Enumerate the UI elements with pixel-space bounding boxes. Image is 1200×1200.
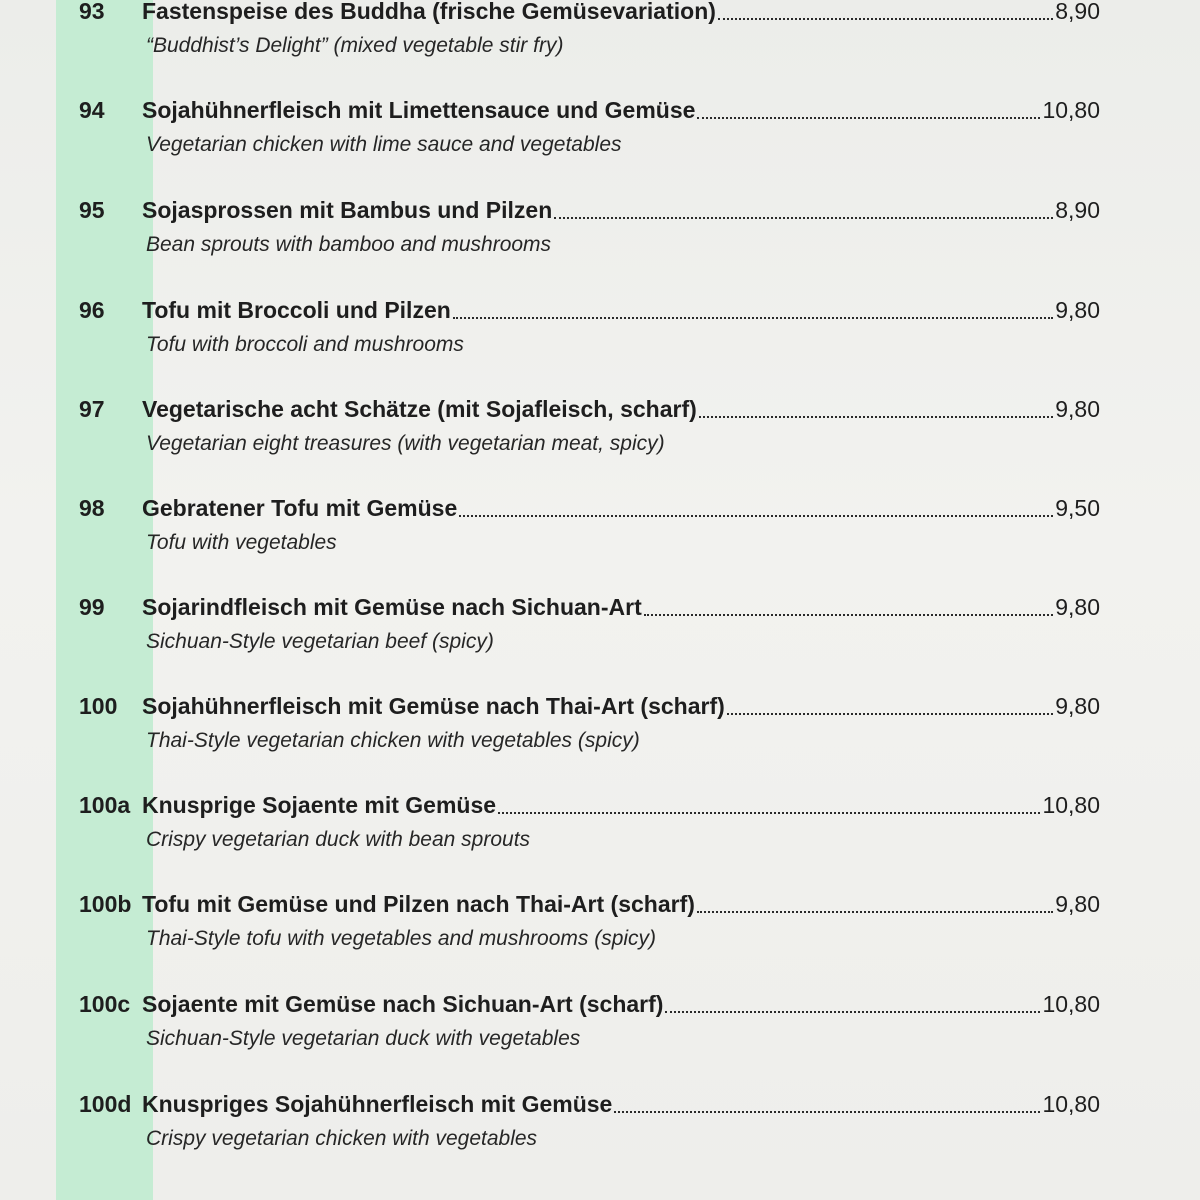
item-line <box>142 196 1100 224</box>
item-price: 10,80 <box>1042 991 1100 1017</box>
item-name-german: Vegetarische acht Schätze (mit Sojafleisch, scharf) <box>142 396 697 422</box>
item-name-english: Sichuan-Style vegetarian beef (spicy) <box>146 630 494 653</box>
item-name-english: Tofu with broccoli and mushrooms <box>146 333 464 356</box>
item-name-english: Thai-Style vegetarian chicken with vegetables (spicy) <box>146 729 640 752</box>
item-price: 9,80 <box>1055 396 1100 422</box>
item-number: 100b <box>79 891 132 917</box>
dot-leader <box>453 317 1053 319</box>
item-name-english: Tofu with vegetables <box>146 531 337 554</box>
item-name-german: Sojaente mit Gemüse nach Sichuan-Art (scharf) <box>142 991 664 1017</box>
dot-leader <box>498 812 1040 814</box>
item-name-english: Bean sprouts with bamboo and mushrooms <box>146 233 552 256</box>
item-line <box>142 1090 1100 1118</box>
menu-item <box>0 296 1200 386</box>
dot-leader <box>727 713 1053 715</box>
item-name-german: Sojasprossen mit Bambus und Pilzen <box>142 197 553 223</box>
item-price: 10,80 <box>1042 97 1100 123</box>
menu-item <box>0 395 1200 485</box>
menu-item <box>0 1090 1200 1180</box>
item-name-english: Crispy vegetarian duck with bean sprouts <box>146 828 531 851</box>
item-line <box>142 96 1100 124</box>
item-price: 10,80 <box>1042 792 1100 818</box>
item-price: 9,50 <box>1055 495 1100 521</box>
menu-item <box>0 96 1200 186</box>
item-line <box>142 890 1100 918</box>
item-price: 8,90 <box>1055 0 1100 24</box>
item-name-german: Sojahühnerfleisch mit Limettensauce und Gemüse <box>142 97 696 123</box>
item-number: 95 <box>79 197 105 223</box>
item-line <box>142 395 1100 423</box>
dot-leader <box>614 1111 1040 1113</box>
item-name-german: Fastenspeise des Buddha (frische Gemüsevariation) <box>142 0 716 24</box>
item-number: 100d <box>79 1091 132 1117</box>
menu-item <box>0 196 1200 286</box>
item-price: 8,90 <box>1055 197 1100 223</box>
item-name-german: Sojarindfleisch mit Gemüse nach Sichuan-Art <box>142 594 642 620</box>
menu-item <box>0 0 1200 87</box>
item-line <box>142 692 1100 720</box>
menu-item <box>0 692 1200 782</box>
item-number: 93 <box>79 0 105 24</box>
item-price: 9,80 <box>1055 297 1100 323</box>
item-name-german: Tofu mit Gemüse und Pilzen nach Thai-Art (scharf) <box>142 891 695 917</box>
item-name-german: Knusprige Sojaente mit Gemüse <box>142 792 497 818</box>
menu-item <box>0 990 1200 1080</box>
dot-leader <box>665 1011 1040 1013</box>
item-price: 9,80 <box>1055 693 1100 719</box>
item-number: 97 <box>79 396 105 422</box>
dot-leader <box>459 515 1053 517</box>
item-name-english: Vegetarian chicken with lime sauce and vegetables <box>146 133 622 156</box>
menu-item <box>0 890 1200 980</box>
menu-item <box>0 494 1200 584</box>
item-line <box>142 296 1100 324</box>
item-price: 10,80 <box>1042 1091 1100 1117</box>
item-number: 100c <box>79 991 131 1017</box>
menu-item <box>0 593 1200 683</box>
dot-leader <box>699 416 1053 418</box>
item-name-german: Tofu mit Broccoli und Pilzen <box>142 297 451 323</box>
item-line <box>142 593 1100 621</box>
item-name-german: Gebratener Tofu mit Gemüse <box>142 495 458 521</box>
item-number: 100 <box>79 693 118 719</box>
item-number: 96 <box>79 297 105 323</box>
item-name-english: Vegetarian eight treasures (with vegetarian meat, spicy) <box>146 432 665 455</box>
dot-leader <box>644 614 1054 616</box>
dot-leader <box>554 217 1053 219</box>
dot-leader <box>697 911 1053 913</box>
item-price: 9,80 <box>1055 891 1100 917</box>
item-name-german: Sojahühnerfleisch mit Gemüse nach Thai-Art (scharf) <box>142 693 725 719</box>
item-number: 98 <box>79 495 105 521</box>
item-name-english: “Buddhist’s Delight” (mixed vegetable stir fry) <box>146 34 564 57</box>
item-line <box>142 0 1100 25</box>
item-name-english: Sichuan-Style vegetarian duck with vegetables <box>146 1027 581 1050</box>
item-name-english: Thai-Style tofu with vegetables and mushrooms (spicy) <box>146 927 657 950</box>
item-line <box>142 494 1100 522</box>
item-line <box>142 990 1100 1018</box>
item-number: 94 <box>79 97 105 123</box>
dot-leader <box>697 117 1040 119</box>
item-number: 99 <box>79 594 105 620</box>
item-name-english: Crispy vegetarian chicken with vegetables <box>146 1127 538 1150</box>
item-number: 100a <box>79 792 131 818</box>
dot-leader <box>718 18 1053 20</box>
item-price: 9,80 <box>1055 594 1100 620</box>
item-line <box>142 791 1100 819</box>
menu-item <box>0 791 1200 881</box>
item-name-german: Knuspriges Sojahühnerfleisch mit Gemüse <box>142 1091 613 1117</box>
